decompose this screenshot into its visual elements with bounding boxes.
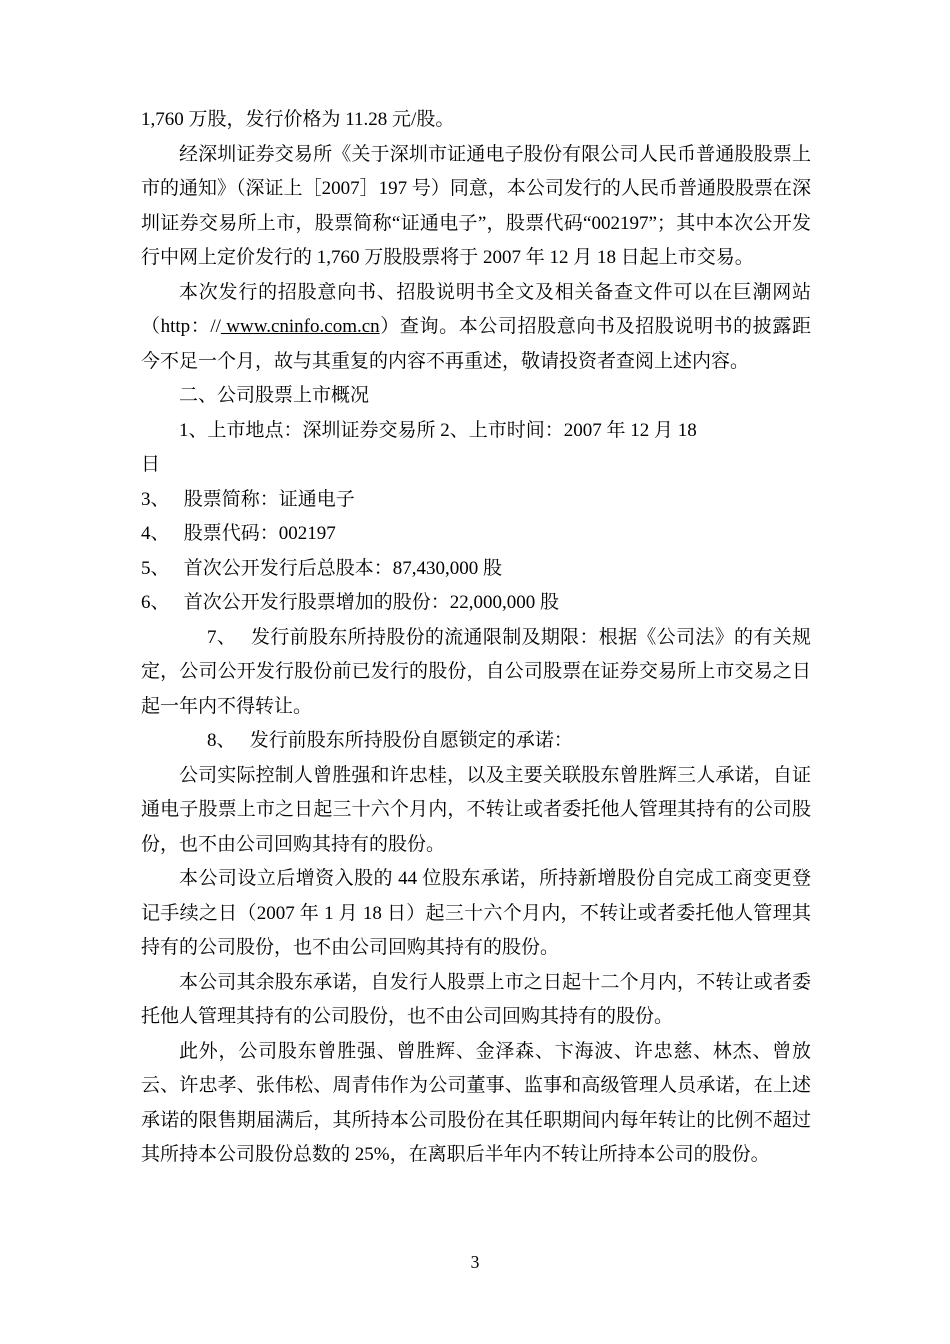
- list-item-text: 日: [141, 454, 161, 475]
- section-heading: 二、公司股票上市概况: [179, 385, 370, 406]
- list-item-5: 5、 首次公开发行后总股本：87,430,000 股: [141, 557, 503, 579]
- document-content: [141, 103, 811, 1173]
- paragraph-44-shareholders-commitment: 本公司设立后增资入股的 44 位股东承诺，所持新增股份自完成工商变更登记手续之日（2007 年 1 月 18 日）起三十六个月内，不转让或者委托他人管理其持有的公司股份，也不由公司回购其持有的股份。: [141, 868, 811, 958]
- list-item-8: 8、 发行前股东所持股份自愿锁定的承诺：: [207, 730, 573, 751]
- list-item-4: 4、 股票代码：002197: [141, 523, 336, 544]
- list-item-1-2: [141, 414, 811, 483]
- list-item-text: 1、上市地点：深圳证券交易所 2、上市时间：2007 年 12 月 18: [179, 419, 697, 441]
- cninfo-link[interactable]: www.cninfo.com.cn: [220, 316, 380, 337]
- paragraph-text: ）查询。本公司招股意向书及招股说明书的披露距今不足一个月，故与其重复的内容不再重述，敬请投资者查阅上述内容。: [141, 316, 811, 372]
- page-number: 3: [470, 1252, 480, 1272]
- list-item-3: 3、 股票简称：证通电子: [141, 488, 355, 510]
- list-item-6: 6、 首次公开发行股票增加的股份：22,000,000 股: [141, 592, 560, 613]
- paragraph-other-shareholders-commitment: 本公司其余股东承诺，自发行人股票上市之日起十二个月内，不转让或者委托他人管理其持有的公司股份，也不由公司回购其持有的股份。: [141, 971, 811, 1027]
- paragraph-exchange-approval: 经深圳证券交易所《关于深圳市证通电子股份有限公司人民币普通股股票上市的通知》（深证上［2007］197 号）同意，本公司发行的人民币普通股股票在深圳证券交易所上市，股票简称“证通电子”，股票代码“002197”；其中本次公开发行中网上定价发行的 1,760 万股股票将于 2007 年 12 月 18 日起上市交易。: [141, 143, 811, 268]
- paragraph-text: 本次发行的招股意向书、招股说明书全文及相关备查文件可以在巨潮网站（http：//: [141, 281, 811, 337]
- list-item-7: 7、 发行前股东所持股份的流通限制及期限：根据《公司法》的有关规定，公司公开发行股份前已发行的股份，自公司股票在证券交易所上市交易之日起一年内不得转让。: [141, 626, 811, 717]
- paragraph-opening: 1,760 万股，发行价格为 11.28 元/股。: [141, 109, 455, 130]
- paragraph-website: [141, 276, 811, 380]
- paragraph-controllers-commitment: 公司实际控制人曾胜强和许忠桂，以及主要关联股东曾胜辉三人承诺，自证通电子股票上市之日起三十六个月内，不转让或者委托他人管理其持有的公司股份，也不由公司回购其持有的股份。: [141, 764, 811, 855]
- paragraph-directors-commitment: 此外，公司股东曾胜强、曾胜辉、金泽森、卞海波、许忠慈、林杰、曾放云、许忠孝、张伟松、周青伟作为公司董事、监事和高级管理人员承诺，在上述承诺的限售期届满后，其所持本公司股份在其任职期间内每年转让的比例不超过其所持本公司股份总数的 25%，在离职后半年内不转让所持本公司的股份。: [141, 1040, 811, 1165]
